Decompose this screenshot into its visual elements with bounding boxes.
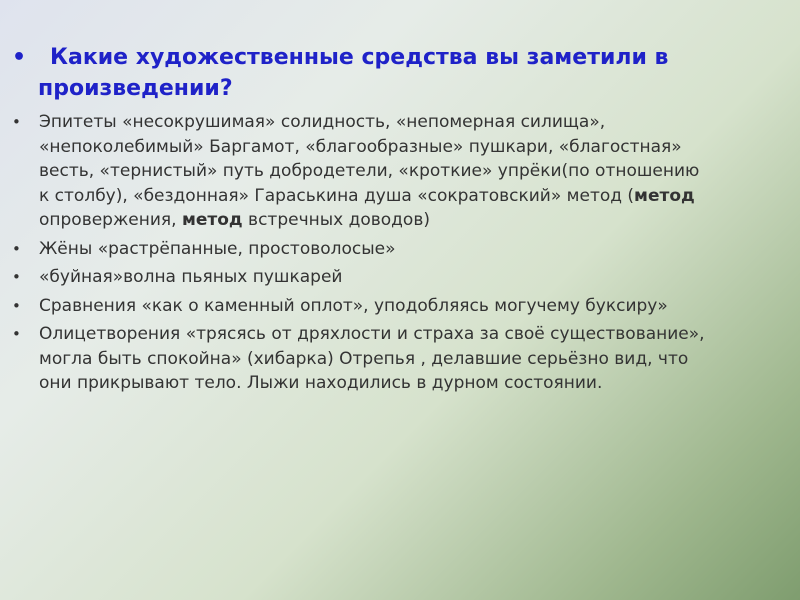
question-bullet-icon: • <box>12 45 27 70</box>
list-item-wave <box>12 265 712 290</box>
question-heading <box>12 42 752 104</box>
epithets-text-part-3: встречных доводов) <box>242 210 430 230</box>
list-item-personifications <box>12 322 712 396</box>
comparisons-text: Сравнения «как о каменный оплот», уподобляясь могучему буксиру» <box>39 295 668 316</box>
list-item-comparisons <box>12 294 712 319</box>
bullet-icon: • <box>12 239 21 258</box>
bullet-icon: • <box>12 113 21 131</box>
answer-list <box>12 110 712 400</box>
bullet-icon: • <box>12 268 21 286</box>
bullet-icon: • <box>12 296 21 315</box>
personifications-text: Олицетворения «трясясь от дряхлости и страха за своё существование», могла быть спокойна» (хибарка) Отрепья , делавшие серьёзно вид, что они прикрывают тело. Лыжи находились в дурном состоянии. <box>39 324 705 393</box>
question-text: Какие художественные средства вы заметили в произведении? <box>38 45 669 101</box>
list-item-wives <box>12 237 712 262</box>
epithets-bold-method-1: метод <box>634 185 695 206</box>
epithets-bold-method-2: метод <box>181 210 243 230</box>
bullet-icon: • <box>12 325 21 343</box>
list-item-epithets <box>12 110 712 233</box>
epithets-text-part-2: опровержения, <box>39 210 182 230</box>
epithets-text-part-1: Эпитеты «несокрушимая» солидность, «непомерная силища», «непоколебимый» Баргамот, «благообразные» пушкари, «благостная» весть, «тернистый» путь добродетели, «кроткие» упрёки(по отношению к столбу), «бездонная» Гараськина душа «сократовский» метод ( <box>39 112 700 206</box>
wave-text: «буйная»волна пьяных пушкарей <box>39 267 343 287</box>
wives-text: Жёны «растрёпанные, простоволосые» <box>39 238 396 259</box>
